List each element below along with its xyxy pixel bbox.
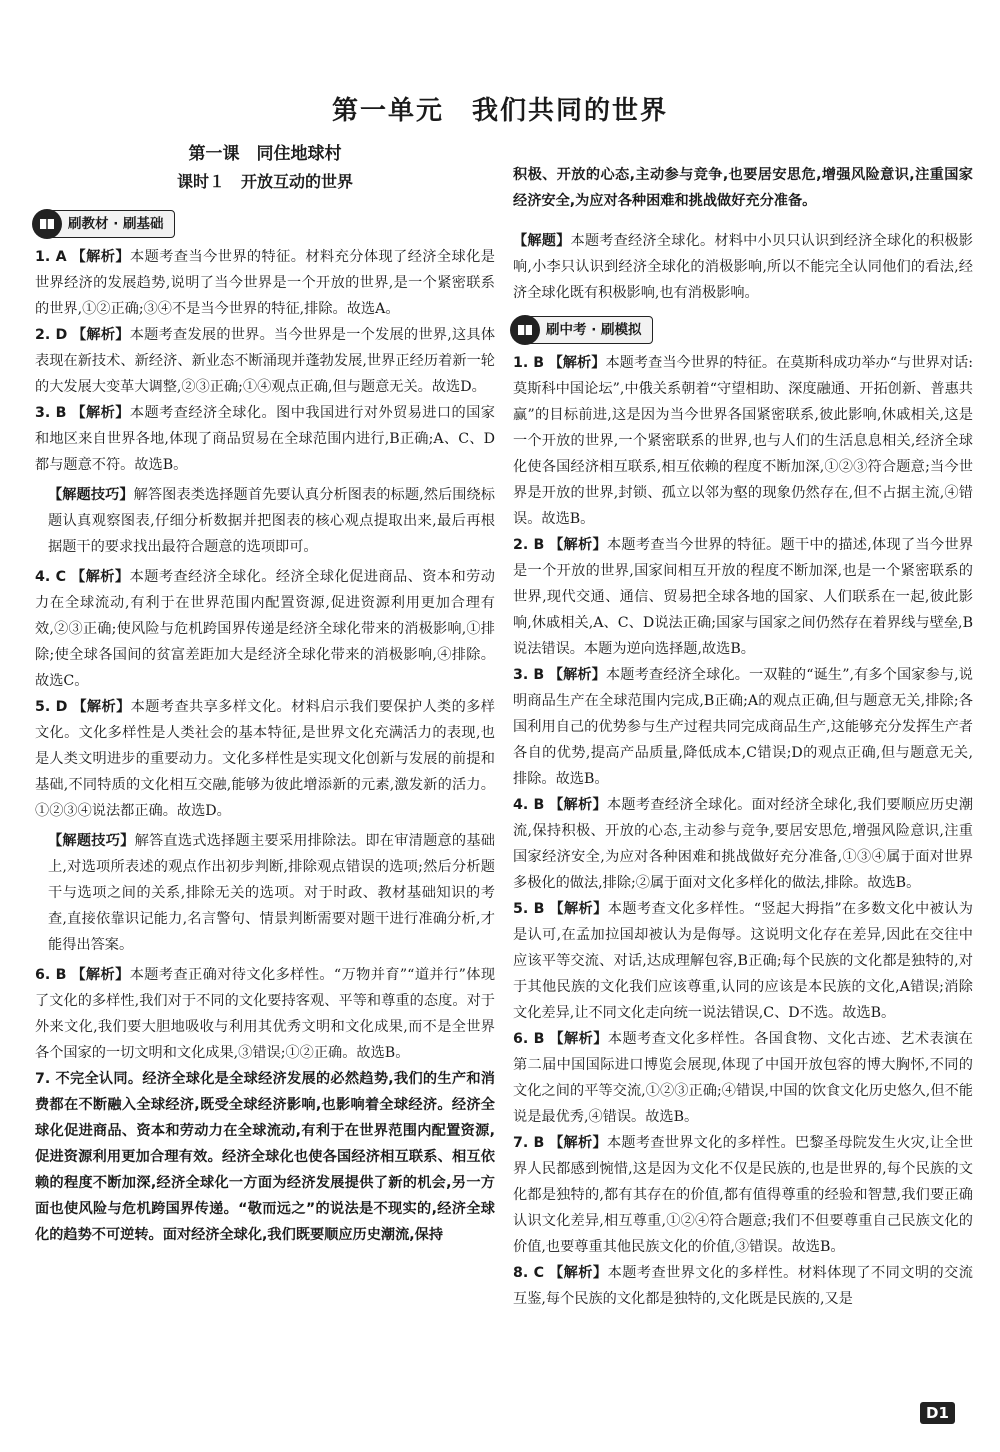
answer-item: 5. D 【解析】本题考查共享多样文化。材料启示我们要保护人类的多样文化。文化多样性是人类社会的基本特征,是世界文化充满活力的表现,也是人类文明进步的重要动力。文化多样性是实现文化创新与发展的前提和基础,不同特质的文化相互交融,能够为彼此增添新的元素,激发新的活力。①②③④说法都正确。故选D。 (35, 699, 495, 819)
unit-title: 第一单元 我们共同的世界 (331, 96, 668, 126)
answer-item: 4. C 【解析】本题考查经济全球化。经济全球化促进商品、资本和劳动力在全球流动,有利于在世界范围内配置资源,促进资源利用更加合理有效,②③正确;使风险与危机跨国界传递是经济全球化带来的消极影响,①排除;使全球各国间的贫富差距加大是经济全球化带来的消极影响,④排除。故选C。 (35, 569, 495, 689)
answer-item-essay: 7. 不完全认同。经济全球化是全球经济发展的必然趋势,我们的生产和消费都在不断融入全球经济,既受全球经济影响,也影响着全球经济。经济全球化促进商品、资本和劳动力在全球流动,有利于在世界范围内配置资源,促进资源利用更加合理有效。经济全球化也使各国经济相互联系、相互依赖的程度不断加深,经济全球化一方面为经济发展提供了新的机会,另一方面也使风险与危机跨国界传递。“敬而远之”的说法是不现实的,经济全球化的趋势不可逆转。面对经济全球化,我们既要顺应历史潮流,保持 (35, 1071, 495, 1243)
answer-item: 2. D 【解析】本题考查发展的世界。当今世界是一个发展的世界,这具体表现在新技术、新经济、新业态不断涌现并蓬勃发展,世界正经历着新一轮的大发展大变革大调整,②③正确;①④观点正确,但与题意无关。故选D。 (35, 327, 496, 395)
lesson-title: 第一课 同住地球村 (188, 144, 342, 164)
answer-item: 8. C 【解析】本题考查世界文化的多样性。材料体现了不同文明的交流互鉴,每个民族的文化都是独特的,文化既是民族的,又是 (513, 1265, 973, 1308)
answer-item: 3. B 【解析】本题考查经济全球化。图中我国进行对外贸易进口的国家和地区来自世界各地,体现了商品贸易在全球范围内进行,B正确;A、C、D都与题意不符。故选B。 (35, 405, 495, 473)
answer-item: 5. B 【解析】本题考查文化多样性。“竖起大拇指”在多数文化中被认为是认可,在孟加拉国却被认为是侮辱。这说明文化存在差异,因此在交往中应该平等交流、对话,达成理解包容,B正确;每个民族的文化都是独特的,对于其他民族的文化我们应该尊重,认同的应该是本民族的文化,A错误;消除文化差异,让不同文化走向统一说法错误,C、D不选。故选B。 (513, 901, 973, 1022)
section-banner-exam (513, 316, 653, 344)
solving-tip: 【解题技巧】解答直选式选择题主要采用排除法。即在审清题意的基础上,对选项所表述的观点作出初步判断,排除观点错误的选项;然后分析题干与选项之间的关系,排除无关的选项。对于时政、教材基础知识的考查,直接依靠识记能力,名言警句、情景判断需要对题干进行准确分析,才能得出答案。 (48, 833, 495, 953)
answer-item: 1. B 【解析】本题考查当今世界的特征。在莫斯科成功举办“与世界对话:莫斯科中国论坛”,中俄关系朝着“守望相助、深度融通、开拓创新、普惠共赢”的目标前进,这是因为当今世界各国紧密联系,彼此影响,休戚相关,这是一个开放的世界,一个紧密联系的世界,也与人们的生活息息相关,经济全球化使各国经济相互联系,相互依赖的程度不断加深,①②③符合题意;当今世界是开放的世界,封锁、孤立以邻为壑的现象仍然存在,但不占据主流,④错误。故选B。 (513, 355, 973, 528)
answer-item: 4. B 【解析】本题考查经济全球化。面对经济全球化,我们要顺应历史潮流,保持积极、开放的心态,主动参与竞争,要居安思危,增强风险意识,注重国家经济安全,为应对各种困难和挑战做好充分准备,①③④属于面对世界多极化的做法,排除;②属于面对文化多样化的做法,排除。故选B。 (513, 797, 974, 892)
answer-item: 3. B 【解析】本题考查经济全球化。一双鞋的“诞生”,有多个国家参与,说明商品生产在全球范围内完成,B正确;A的观点正确,但与题意无关,排除;各国利用自己的优势参与生产过程共同完成商品生产,这能够充分发挥生产者各自的优势,提高产品质量,降低成本,C错误;D的观点正确,但与题意无关,排除。故选B。 (513, 667, 973, 788)
answer-item: 6. B 【解析】本题考查正确对待文化多样性。“万物并育”“道并行”体现了文化的多样性,我们对于不同的文化要持客观、平等和尊重的态度。对于外来文化,我们要大胆地吸收与利用其优秀文明和文化成果,而不是全世界各个国家的一切文明和文化成果,③错误;①②正确。故选B。 (35, 967, 496, 1061)
banner-basic-label: 刷教材 · 刷基础 (68, 216, 164, 232)
book-icon (32, 209, 62, 239)
answer-item: 7. B 【解析】本题考查世界文化的多样性。巴黎圣母院发生火灾,让全世界人民都感到惋惜,这是因为文化不仅是民族的,也是世界的,每个民族的文化都是独特的,都有其存在的价值,都有值得尊重的经验和智慧,我们要正确认识文化差异,相互尊重,①②④符合题意;我们不但要尊重自己民族文化的价值,也要尊重其他民族文化的价值,③错误。故选B。 (513, 1135, 974, 1256)
continued-text: 积极、开放的心态,主动参与竞争,也要居安思危,增强风险意识,注重国家经济安全,为应对各种困难和挑战做好充分准备。 (513, 167, 973, 210)
answer-item: 6. B 【解析】本题考查文化多样性。各国食物、文化古迹、艺术表演在第二届中国国际进口博览会展现,体现了中国开放包容的博大胸怀,不同的文化之间的平等交流,①②③正确;④错误,中国的饮食文化历史悠久,但不能说是最优秀,④错误。故选B。 (513, 1031, 973, 1126)
solving-tip: 【解题技巧】解答图表类选择题首先要认真分析图表的标题,然后围绕标题认真观察图表,仔细分析数据并把图表的核心观点提取出来,最后再根据题干的要求找出最符合题意的选项即可。 (48, 487, 495, 555)
banner-exam-label: 刷中考 · 刷模拟 (546, 322, 642, 339)
section-banner-basic (35, 210, 175, 238)
book-icon (510, 315, 540, 345)
page-number: D1 (920, 1402, 955, 1424)
answer-item: 1. A 【解析】本题考查当今世界的特征。材料充分体现了经济全球化是世界经济的发展趋势,说明了当今世界是一个开放的世界,是一个紧密联系的世界,①②正确;③④不是当今世界的特征,排除。故选A。 (35, 249, 495, 317)
period-title: 课时１ 开放互动的世界 (176, 172, 353, 191)
right-column (513, 148, 973, 1312)
solving-tip: 【解题】本题考查经济全球化。材料中小贝只认识到经济全球化的积极影响,小李只认识到经济全球化的消极影响,所以不能完全认同他们的看法,经济全球化既有积极影响,也有消极影响。 (513, 233, 973, 302)
answer-item: 2. B 【解析】本题考查当今世界的特征。题干中的描述,体现了当今世界是一个开放的世界,国家间相互开放的程度不断加深,也是一个紧密联系的世界,现代交通、通信、贸易把全球各地的国家、人们联系在一起,彼此影响,休戚相关,A、C、D说法正确;国家与国家之间仍然存在着界线与壁垒,B说法错误。本题为逆向选择题,故选B。 (513, 537, 974, 658)
left-column (35, 140, 495, 1248)
